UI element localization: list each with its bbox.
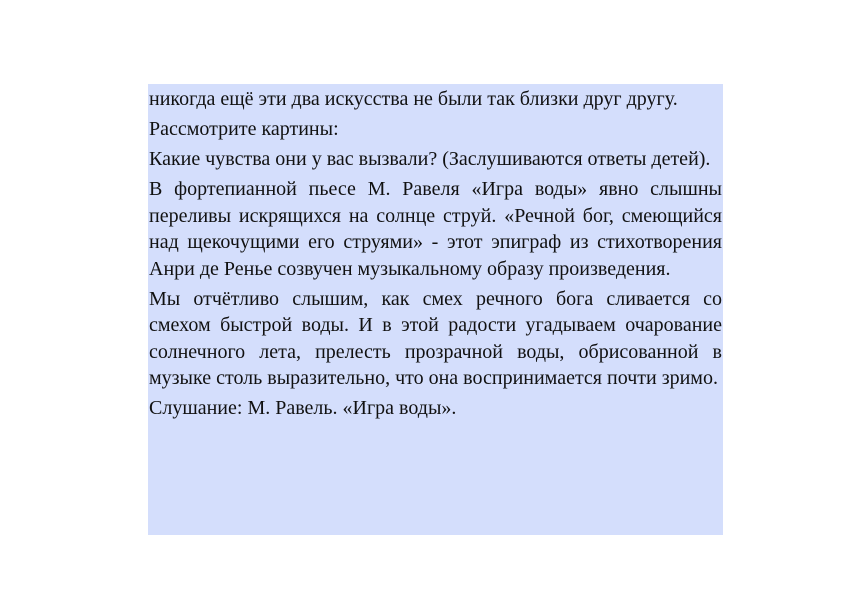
paragraph-4: В фортепианной пьесе М. Равеля «Игра воды» явно слышны переливы искрящихся на солнце струй. «Речной бог, смеющийся над щекочущими его струями» - этот эпиграф из стихотворения Анри де Ренье созвучен музыкальному образу произведения.: [149, 178, 722, 280]
paragraph-5: Мы отчётливо слышим, как смех речного бога сливается со смехом быстрой воды. И в этой радости угадываем очарование солнечного лета, прелесть прозрачной воды, обрисованной в музыке столь выразительно, что она воспринимается почти зримо.: [149, 287, 722, 390]
paragraph-2: Рассмотрите картины:: [149, 118, 339, 141]
paragraph-3: Какие чувства они у вас вызвали? (Заслушиваются ответы детей).: [149, 148, 711, 171]
text-block: [148, 84, 723, 535]
paragraph-6: Слушание: М. Равель. «Игра воды».: [149, 397, 457, 420]
paragraph-1: никогда ещё эти два искусства не были так близки друг другу.: [149, 88, 678, 110]
